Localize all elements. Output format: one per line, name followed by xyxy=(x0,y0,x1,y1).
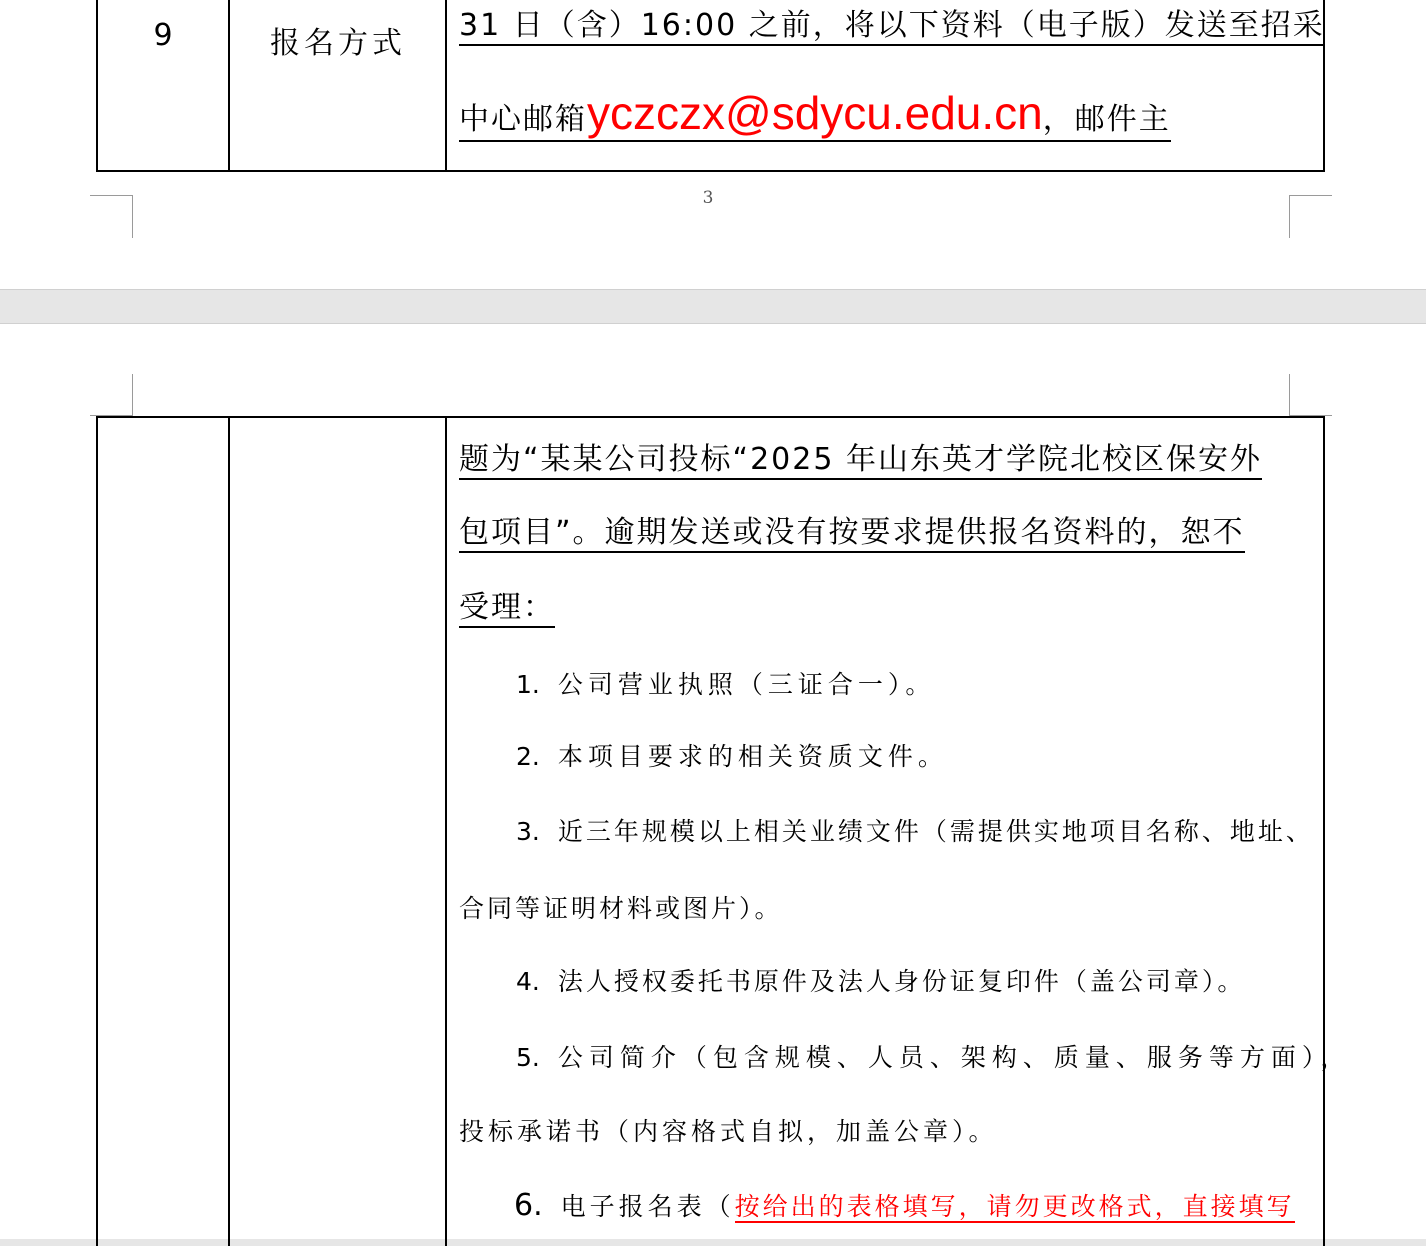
email-link[interactable]: yczczx@sdycu.edu.cn xyxy=(587,87,1043,139)
list-number: 3. xyxy=(516,817,540,846)
list-item-6: 6. 电子报名表（按给出的表格填写，请勿更改格式，直接填写 xyxy=(514,1188,1295,1223)
page-number: 3 xyxy=(702,188,714,208)
table-border-bottom xyxy=(96,170,1325,172)
list-number: 6. xyxy=(514,1188,543,1223)
list-item-5: 5. 公司简介（包含规模、人员、架构、质量、服务等方面）， xyxy=(516,1043,1352,1072)
content-line: 受理： xyxy=(459,582,555,628)
document-page-4 xyxy=(0,323,1426,1239)
list-item-4: 4. 法人授权委托书原件及法人身份证复印件（盖公司章）。 xyxy=(516,967,1246,996)
content-line: 题为“某某公司投标“2025 年山东英才学院北校区保安外 xyxy=(459,434,1262,480)
list-item-3-cont: 合同等证明材料或图片）。 xyxy=(459,894,783,923)
crop-mark xyxy=(90,374,133,416)
content-line: 包项目”。逾期发送或没有按要求提供报名资料的，恕不 xyxy=(459,507,1245,553)
list-number: 2. xyxy=(516,742,540,771)
list-number: 4. xyxy=(516,967,540,996)
list-item-3: 3. 近三年规模以上相关业绩文件（需提供实地项目名称、地址、 xyxy=(516,817,1314,846)
table-divider-1 xyxy=(228,416,230,1246)
document-page-3 xyxy=(0,0,1426,290)
table-border-right xyxy=(1323,416,1325,1246)
crop-mark xyxy=(1289,374,1332,416)
table-border-top xyxy=(96,416,1325,418)
list-item-5-cont: 投标承诺书（内容格式自拟，加盖公章）。 xyxy=(459,1117,998,1146)
list-number: 5. xyxy=(516,1043,540,1072)
row-item-label: 报名方式 xyxy=(270,26,406,61)
red-instruction: 按给出的表格填写，请勿更改格式，直接填写 xyxy=(734,1192,1295,1221)
list-item-2: 2. 本项目要求的相关资质文件。 xyxy=(516,742,948,771)
email-prefix: 中心邮箱 xyxy=(459,102,587,137)
content-line: 31 日（含）16:00 之前，将以下资料（电子版）发送至招采 xyxy=(459,0,1325,46)
list-number: 1. xyxy=(516,670,540,699)
table-divider-2 xyxy=(445,416,447,1246)
table-border-left xyxy=(96,416,98,1246)
list-item-1: 1. 公司营业执照（三证合一）。 xyxy=(516,670,936,699)
row-number: 9 xyxy=(153,18,173,53)
content-line-email xyxy=(459,86,1171,142)
email-suffix: ，邮件主 xyxy=(1042,102,1171,137)
crop-mark xyxy=(1289,195,1332,238)
crop-mark xyxy=(90,195,133,238)
